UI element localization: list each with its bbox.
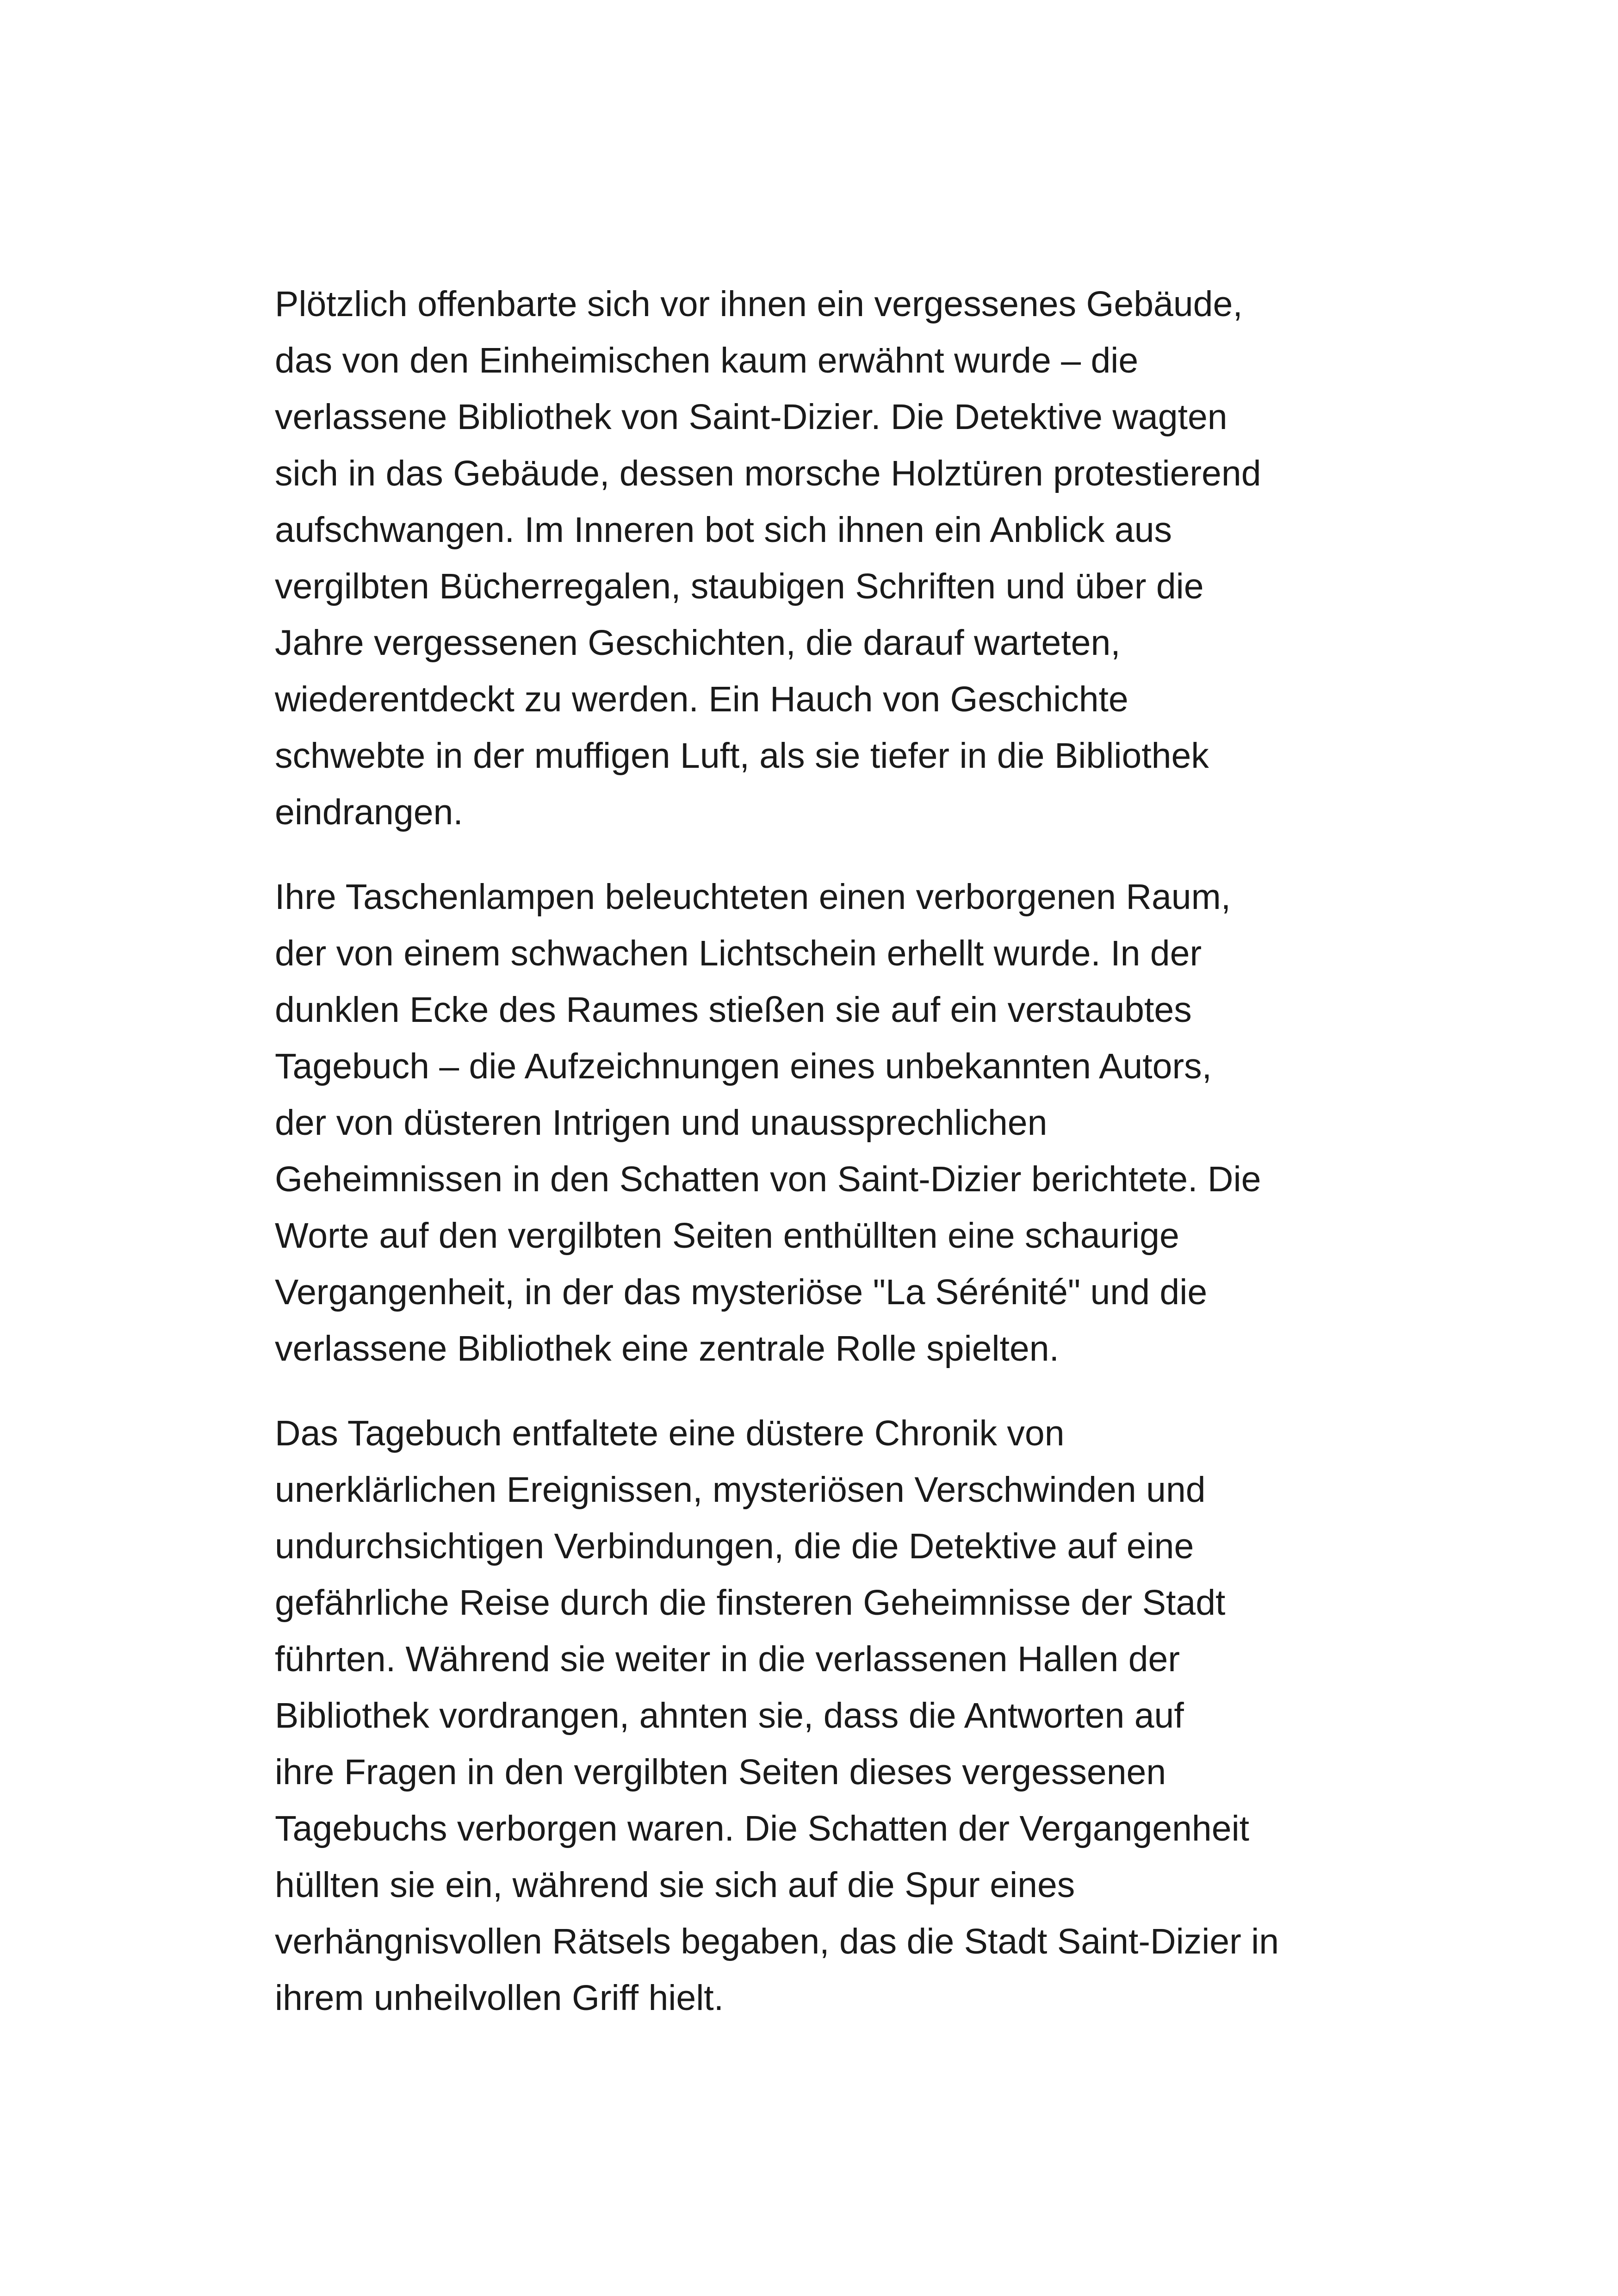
paragraph-1 xyxy=(275,276,1367,840)
text-line: Jahre vergessenen Geschichten, die darauf warteten, xyxy=(275,623,1121,663)
text-line: Geheimnissen in den Schatten von Saint-Dizier berichtete. Die xyxy=(275,1159,1261,1199)
text-line: der von einem schwachen Lichtschein erhellt wurde. In der xyxy=(275,933,1202,973)
text-line: Ihre Taschenlampen beleuchteten einen verborgenen Raum, xyxy=(275,877,1231,917)
text-line: Das Tagebuch entfaltete eine düstere Chronik von xyxy=(275,1413,1065,1453)
text-line: wiederentdeckt zu werden. Ein Hauch von Geschichte xyxy=(275,679,1128,719)
text-line: gefährliche Reise durch die finsteren Geheimnisse der Stadt xyxy=(275,1583,1226,1623)
text-line: verlassene Bibliothek von Saint-Dizier. Die Detektive wagten xyxy=(275,397,1227,437)
text-line: ihre Fragen in den vergilbten Seiten dieses vergessenen xyxy=(275,1752,1166,1792)
paragraph-spacer xyxy=(275,840,1367,869)
body-text xyxy=(275,276,1367,2026)
text-line: verlassene Bibliothek eine zentrale Rolle spielten. xyxy=(275,1329,1059,1369)
text-line: Tagebuchs verborgen waren. Die Schatten der Vergangenheit xyxy=(275,1809,1250,1848)
text-line: führten. Während sie weiter in die verlassenen Hallen der xyxy=(275,1639,1180,1679)
text-line: Bibliothek vordrangen, ahnten sie, dass die Antworten auf xyxy=(275,1696,1184,1736)
text-line: Plötzlich offenbarte sich vor ihnen ein vergessenes Gebäude, xyxy=(275,284,1243,324)
paragraph-spacer xyxy=(275,1377,1367,1405)
text-line: Vergangenheit, in der das mysteriöse "La Sérénité" und die xyxy=(275,1272,1208,1312)
text-line: ihrem unheilvollen Griff hielt. xyxy=(275,1978,724,2018)
text-line: eindrangen. xyxy=(275,792,463,832)
text-line: das von den Einheimischen kaum erwähnt wurde – die xyxy=(275,341,1139,380)
text-line: Worte auf den vergilbten Seiten enthüllten eine schaurige xyxy=(275,1216,1179,1256)
text-line: unerklärlichen Ereignissen, mysteriösen Verschwinden und xyxy=(275,1470,1206,1510)
text-line: dunklen Ecke des Raumes stießen sie auf ein verstaubtes xyxy=(275,990,1192,1030)
text-line: undurchsichtigen Verbindungen, die die Detektive auf eine xyxy=(275,1526,1194,1566)
text-line: verhängnisvollen Rätsels begaben, das die Stadt Saint-Dizier in xyxy=(275,1922,1279,1961)
text-line: schwebte in der muffigen Luft, als sie tiefer in die Bibliothek xyxy=(275,736,1209,776)
paragraph-3 xyxy=(275,1405,1367,2026)
text-line: sich in das Gebäude, dessen morsche Holztüren protestierend xyxy=(275,454,1261,493)
text-line: aufschwangen. Im Inneren bot sich ihnen ein Anblick aus xyxy=(275,510,1172,550)
text-line: der von düsteren Intrigen und unaussprechlichen xyxy=(275,1103,1048,1143)
paragraph-2 xyxy=(275,869,1367,1377)
text-line: hüllten sie ein, während sie sich auf die Spur eines xyxy=(275,1865,1075,1905)
text-line: Tagebuch – die Aufzeichnungen eines unbekannten Autors, xyxy=(275,1046,1212,1086)
text-line: vergilbten Bücherregalen, staubigen Schriften und über die xyxy=(275,566,1204,606)
